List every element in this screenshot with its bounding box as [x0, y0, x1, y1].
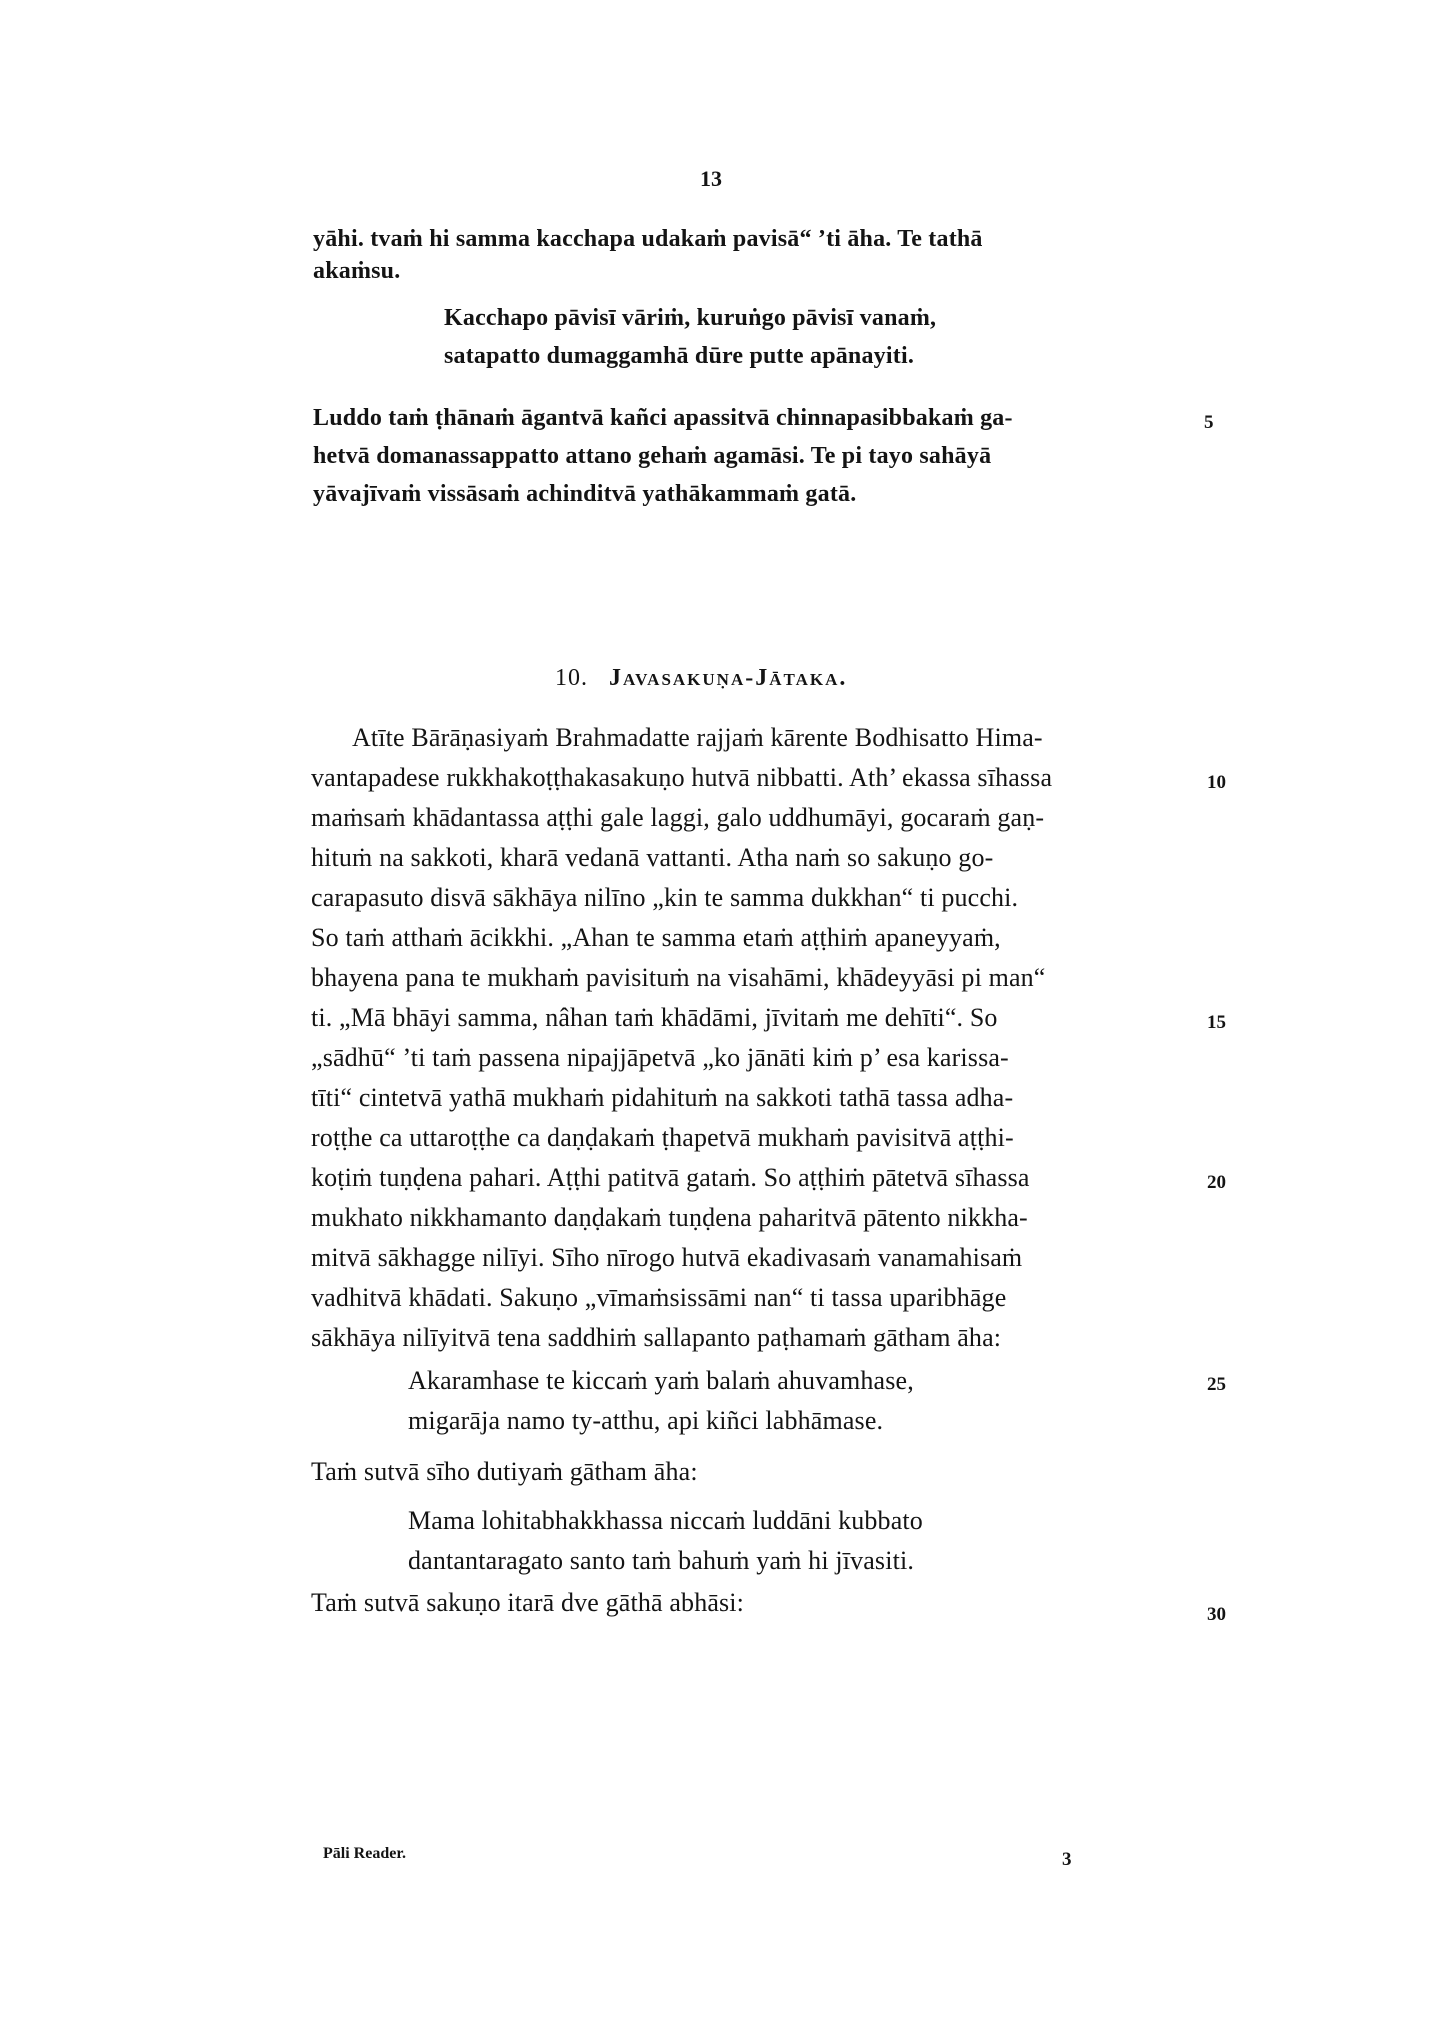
text-line: Taṁ sutvā sakuṇo itarā dve gāthā abhāsi: [311, 1588, 745, 1617]
heading-title: Javasakuṇa-Jātaka. [609, 665, 848, 691]
text-line: carapasuto disvā sākhāya nilīno „kin te samma dukkhan“ ti pucchi. [311, 883, 1019, 912]
text-line: vadhitvā khādati. Sakuṇo „vīmaṁsissāmi nan“ ti tassa uparibhāge [311, 1283, 1007, 1312]
line-number: 5 [1204, 412, 1214, 433]
page-number: 13 [700, 166, 722, 191]
text-line: maṁsaṁ khādantassa aṭṭhi gale laggi, galo uddhumāyi, gocaraṁ gaṇ- [311, 803, 1045, 832]
signature-mark: 3 [1062, 1849, 1072, 1870]
heading-number: 10. [555, 665, 588, 691]
text-line: hetvā domanassappatto attano gehaṁ agamāsi. Te pi tayo sahāyā [313, 443, 992, 469]
text-line: So taṁ atthaṁ ācikkhi. „Ahan te samma etaṁ aṭṭhiṁ apaneyyaṁ, [311, 923, 1001, 952]
text-line: Atīte Bārāṇasiyaṁ Brahmadatte rajjaṁ kārente Bodhisatto Hima- [352, 723, 1043, 752]
text-line: akaṁsu. [313, 258, 401, 284]
book-title-footer: Pāli Reader. [323, 1845, 406, 1862]
verse-line: Kacchapo pāvisī vāriṁ, kuruṅgo pāvisī vanaṁ, [444, 305, 937, 331]
text-line: vantapadese rukkhakoṭṭhakasakuṇo hutvā nibbatti. Ath’ ekassa sīhassa [311, 763, 1053, 792]
line-number: 20 [1207, 1172, 1226, 1193]
text-line: bhayena pana te mukhaṁ pavisituṁ na visahāmi, khādeyyāsi pi man“ [311, 963, 1046, 992]
text-line: ti. „Mā bhāyi samma, nâhan taṁ khādāmi, jīvitaṁ me dehīti“. So [311, 1003, 998, 1032]
text-line: mukhato nikkhamanto daṇḍakaṁ tuṇḍena paharitvā pātento nikkha- [311, 1203, 1028, 1232]
verse-line: dantantaragato santo taṁ bahuṁ yaṁ hi jīvasiti. [408, 1546, 914, 1575]
text-line: mitvā sākhagge nilīyi. Sīho nīrogo hutvā ekadivasaṁ vanamahisaṁ [311, 1243, 1023, 1272]
text-line: roṭṭhe ca uttaroṭṭhe ca daṇḍakaṁ ṭhapetvā mukhaṁ pavisitvā aṭṭhi- [311, 1123, 1014, 1152]
line-number: 30 [1207, 1604, 1226, 1625]
text-line: tīti“ cintetvā yathā mukhaṁ pidahituṁ na sakkoti tathā tassa adha- [311, 1083, 1014, 1112]
verse-line: migarāja namo ty-atthu, api kiñci labhāmase. [408, 1406, 884, 1435]
text-line: yāhi. tvaṁ hi samma kacchapa udakaṁ pavisā“ ’ti āha. Te tathā [313, 226, 983, 252]
line-number: 10 [1207, 772, 1226, 793]
line-number: 25 [1207, 1374, 1226, 1395]
text-line: Taṁ sutvā sīho dutiyaṁ gātham āha: [311, 1457, 698, 1486]
text-line: hituṁ na sakkoti, kharā vedanā vattanti. Atha naṁ so sakuṇo go- [311, 843, 994, 872]
text-line: sākhāya nilīyitvā tena saddhiṁ sallapanto paṭhamaṁ gātham āha: [311, 1323, 1002, 1352]
text-line: yāvajīvaṁ vissāsaṁ achinditvā yathākammaṁ gatā. [313, 481, 857, 507]
verse-line: Akaramhase te kiccaṁ yaṁ balaṁ ahuvamhase, [408, 1366, 914, 1395]
text-line: koṭiṁ tuṇḍena pahari. Aṭṭhi patitvā gataṁ. So aṭṭhiṁ pātetvā sīhassa [311, 1163, 1030, 1192]
verse-line: satapatto dumaggamhā dūre putte apānayiti. [444, 343, 915, 369]
line-number: 15 [1207, 1012, 1226, 1033]
text-line: Luddo taṁ ṭhānaṁ āgantvā kañci apassitvā chinnapasibbakaṁ ga- [313, 405, 1013, 431]
verse-line: Mama lohitabhakkhassa niccaṁ luddāni kubbato [408, 1506, 923, 1535]
section-heading [555, 665, 847, 692]
text-line: „sādhū“ ’ti taṁ passena nipajjāpetvā „ko jānāti kiṁ p’ esa karissa- [311, 1043, 1009, 1072]
